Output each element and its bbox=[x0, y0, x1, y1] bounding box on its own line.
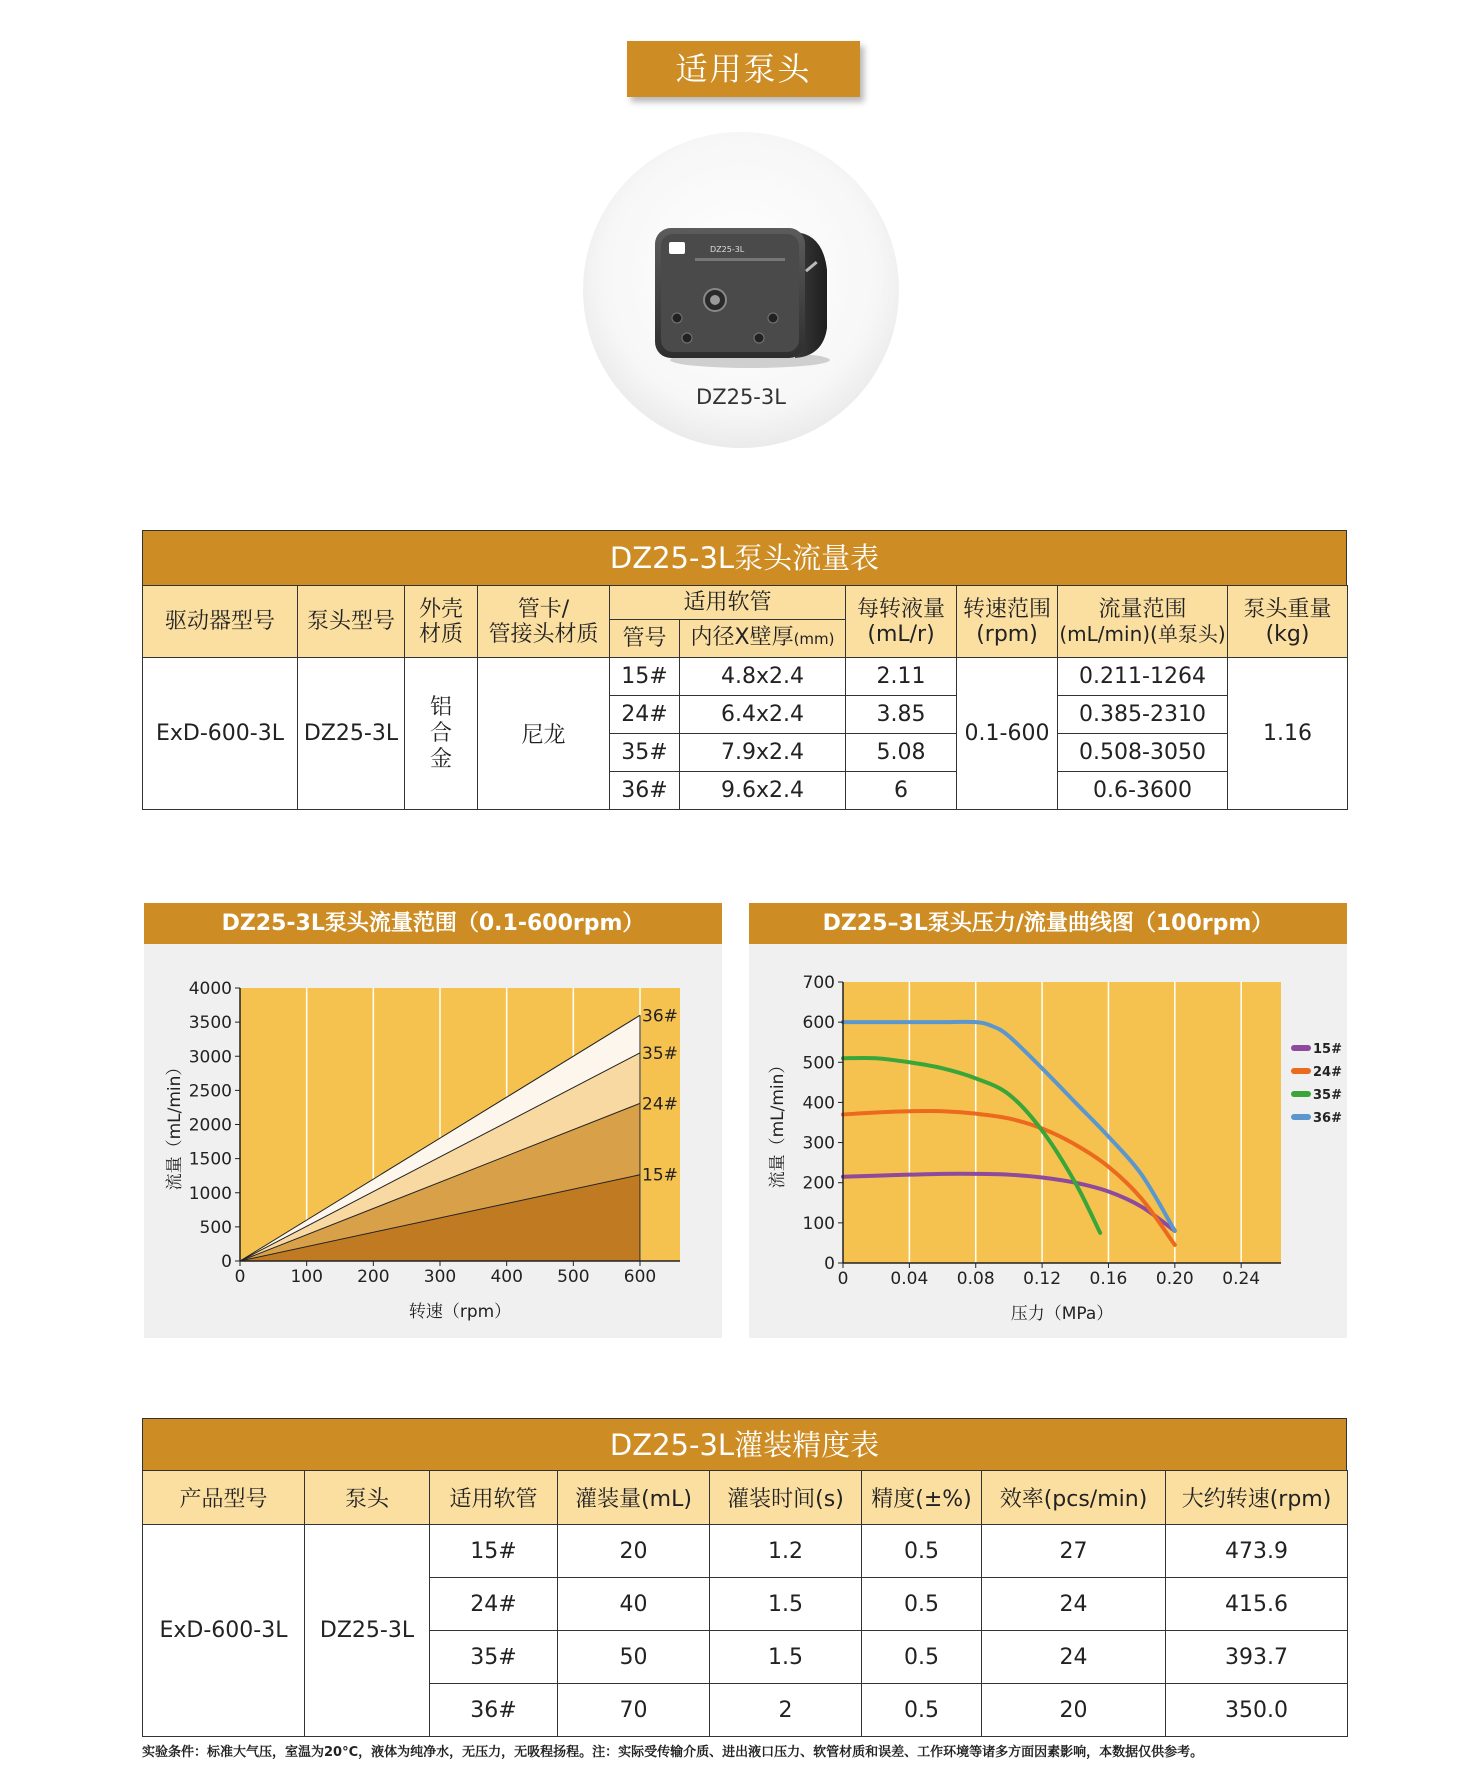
cell-precision: 0.5 bbox=[862, 1525, 982, 1578]
cell-size: 9.6x2.4 bbox=[680, 772, 846, 810]
x-axis-label: 压力（MPa） bbox=[1010, 1304, 1114, 1324]
hdr-tube-no: 管号 bbox=[610, 620, 680, 658]
cell-per-rev: 6 bbox=[846, 772, 957, 810]
x-tick-label: 0.16 bbox=[1089, 1269, 1128, 1289]
cell-flow: 0.211-1264 bbox=[1058, 658, 1228, 696]
cell-flow: 0.385-2310 bbox=[1058, 696, 1228, 734]
fill-table bbox=[142, 1418, 1347, 1737]
x-tick-label: 0.20 bbox=[1155, 1269, 1194, 1289]
cell-volume: 50 bbox=[558, 1631, 710, 1684]
cell-precision: 0.5 bbox=[862, 1578, 982, 1631]
cell-efficiency: 27 bbox=[982, 1525, 1166, 1578]
hdr-tubing: 适用软管 bbox=[610, 586, 846, 620]
legend-label: 35# bbox=[1313, 1088, 1342, 1103]
cell-clip-material: 尼龙 bbox=[478, 658, 610, 810]
cell-weight: 1.16 bbox=[1228, 658, 1348, 810]
y-tick-label: 2500 bbox=[188, 1081, 232, 1102]
x-tick-label: 500 bbox=[557, 1267, 590, 1287]
hdr-pump-head: 泵头 bbox=[305, 1471, 430, 1525]
cell-volume: 20 bbox=[558, 1525, 710, 1578]
cell-speed: 473.9 bbox=[1166, 1525, 1348, 1578]
x-axis-label: 转速（rpm） bbox=[408, 1302, 512, 1322]
pressure-flow-chart-panel bbox=[749, 903, 1347, 1338]
cell-speed: 415.6 bbox=[1166, 1578, 1348, 1631]
y-tick-label: 1500 bbox=[188, 1149, 232, 1170]
y-tick-label: 0 bbox=[221, 1252, 232, 1272]
cell-tube: 36# bbox=[430, 1684, 558, 1737]
y-tick-label: 700 bbox=[802, 973, 835, 993]
y-tick-label: 100 bbox=[802, 1213, 835, 1234]
hdr-flow: 流量范围 (mL/min)(单泵头) bbox=[1058, 586, 1228, 658]
hdr-per-rev: 每转液量 (mL/r) bbox=[846, 586, 957, 658]
y-tick-label: 4000 bbox=[188, 979, 232, 999]
cell-flow: 0.508-3050 bbox=[1058, 734, 1228, 772]
series-label: 35# bbox=[642, 1043, 678, 1064]
cell-speed-range: 0.1-600 bbox=[957, 658, 1058, 810]
cell-time: 1.5 bbox=[710, 1631, 862, 1684]
hdr-volume: 灌装量(mL) bbox=[558, 1471, 710, 1525]
cell-tube: 15# bbox=[430, 1525, 558, 1578]
cell-time: 1.2 bbox=[710, 1525, 862, 1578]
hdr-clip-material: 管卡/ 管接头材质 bbox=[478, 586, 610, 658]
legend-label: 24# bbox=[1313, 1065, 1342, 1080]
flow-range-chart bbox=[144, 944, 722, 1338]
hdr-pump-head: 泵头型号 bbox=[298, 586, 405, 658]
flow-range-chart-panel bbox=[144, 903, 722, 1338]
pump-head-image bbox=[655, 210, 835, 370]
cell-efficiency: 24 bbox=[982, 1631, 1166, 1684]
hdr-speed: 大约转速(rpm) bbox=[1166, 1471, 1348, 1525]
hdr-product: 产品型号 bbox=[143, 1471, 305, 1525]
cell-pump-head: DZ25-3L bbox=[298, 658, 405, 810]
flow-range-chart-title: DZ25-3L泵头流量范围（0.1-600rpm） bbox=[144, 903, 722, 944]
y-tick-label: 3500 bbox=[188, 1013, 232, 1034]
cell-pump-head: DZ25-3L bbox=[305, 1525, 430, 1737]
cell-driver: ExD-600-3L bbox=[143, 658, 298, 810]
flow-table bbox=[142, 530, 1347, 810]
cell-speed: 350.0 bbox=[1166, 1684, 1348, 1737]
y-tick-label: 200 bbox=[802, 1173, 835, 1194]
cell-product: ExD-600-3L bbox=[143, 1525, 305, 1737]
y-tick-label: 600 bbox=[802, 1013, 835, 1034]
x-tick-label: 0 bbox=[234, 1267, 246, 1287]
cell-tube: 35# bbox=[610, 734, 680, 772]
x-tick-label: 0.08 bbox=[956, 1269, 995, 1289]
x-tick-label: 600 bbox=[623, 1267, 657, 1287]
pump-brand-label: DZ25-3L bbox=[710, 245, 745, 254]
cell-time: 1.5 bbox=[710, 1578, 862, 1631]
cell-per-rev: 3.85 bbox=[846, 696, 957, 734]
hdr-tube-size: 内径X壁厚(mm) bbox=[680, 620, 846, 658]
series-label: 24# bbox=[642, 1094, 678, 1115]
x-tick-label: 0.24 bbox=[1222, 1269, 1261, 1289]
hdr-time: 灌装时间(s) bbox=[710, 1471, 862, 1525]
legend-label: 36# bbox=[1313, 1111, 1342, 1126]
cell-efficiency: 20 bbox=[982, 1684, 1166, 1737]
x-tick-label: 0 bbox=[837, 1269, 849, 1289]
cell-volume: 40 bbox=[558, 1578, 710, 1631]
pressure-flow-chart-title: DZ25–3L泵头压力/流量曲线图（100rpm） bbox=[749, 903, 1347, 944]
hdr-driver: 驱动器型号 bbox=[143, 586, 298, 658]
legend-label: 15# bbox=[1313, 1042, 1342, 1057]
cell-efficiency: 24 bbox=[982, 1578, 1166, 1631]
series-label: 15# bbox=[642, 1165, 678, 1186]
hdr-weight: 泵头重量 (kg) bbox=[1228, 586, 1348, 658]
y-tick-label: 3000 bbox=[188, 1047, 232, 1068]
y-tick-label: 1000 bbox=[188, 1183, 232, 1204]
x-tick-label: 0.12 bbox=[1023, 1269, 1062, 1289]
cell-per-rev: 5.08 bbox=[846, 734, 957, 772]
y-tick-label: 500 bbox=[199, 1217, 232, 1238]
x-tick-label: 0.04 bbox=[890, 1269, 929, 1289]
cell-tube: 15# bbox=[610, 658, 680, 696]
cell-speed: 393.7 bbox=[1166, 1631, 1348, 1684]
cell-tube: 24# bbox=[610, 696, 680, 734]
hdr-shell-material: 外壳 材质 bbox=[405, 586, 478, 658]
y-tick-label: 300 bbox=[802, 1133, 835, 1154]
pressure-flow-chart bbox=[749, 944, 1347, 1338]
hdr-speed: 转速范围 (rpm) bbox=[957, 586, 1058, 658]
cell-size: 4.8x2.4 bbox=[680, 658, 846, 696]
y-axis-label: 流量（mL/min） bbox=[165, 1058, 185, 1191]
cell-time: 2 bbox=[710, 1684, 862, 1737]
cell-precision: 0.5 bbox=[862, 1631, 982, 1684]
cell-per-rev: 2.11 bbox=[846, 658, 957, 696]
x-tick-label: 100 bbox=[290, 1267, 323, 1287]
footnote: 实验条件：标准大气压，室温为20°C，液体为纯净水，无压力，无吸程扬程。注：实际受传输介质、进出液口压力、软管材质和误差、工作环境等诸多方面因素影响，本数据仅供参考。 bbox=[142, 1745, 1204, 1760]
cell-tube: 35# bbox=[430, 1631, 558, 1684]
series-label: 36# bbox=[642, 1006, 678, 1027]
cell-volume: 70 bbox=[558, 1684, 710, 1737]
cell-precision: 0.5 bbox=[862, 1684, 982, 1737]
fill-table-title: DZ25-3L灌装精度表 bbox=[142, 1418, 1347, 1470]
pump-caption: DZ25-3L bbox=[696, 385, 786, 409]
cell-size: 7.9x2.4 bbox=[680, 734, 846, 772]
cell-tube: 36# bbox=[610, 772, 680, 810]
cell-flow: 0.6-3600 bbox=[1058, 772, 1228, 810]
y-tick-label: 0 bbox=[824, 1254, 835, 1274]
x-tick-label: 400 bbox=[490, 1267, 523, 1287]
hdr-efficiency: 效率(pcs/min) bbox=[982, 1471, 1166, 1525]
cell-size: 6.4x2.4 bbox=[680, 696, 846, 734]
hdr-tubing: 适用软管 bbox=[430, 1471, 558, 1525]
hdr-precision: 精度(±%) bbox=[862, 1471, 982, 1525]
flow-table-title: DZ25-3L泵头流量表 bbox=[142, 530, 1347, 585]
y-tick-label: 500 bbox=[802, 1053, 835, 1074]
y-axis-label: 流量（mL/min） bbox=[768, 1056, 788, 1189]
y-tick-label: 2000 bbox=[188, 1115, 232, 1136]
cell-shell-material: 铝 合 金 bbox=[405, 658, 478, 810]
y-tick-label: 400 bbox=[802, 1093, 835, 1114]
cell-tube: 24# bbox=[430, 1578, 558, 1631]
x-tick-label: 300 bbox=[423, 1267, 457, 1287]
x-tick-label: 200 bbox=[357, 1267, 390, 1287]
section-title: 适用泵头 bbox=[627, 41, 860, 97]
